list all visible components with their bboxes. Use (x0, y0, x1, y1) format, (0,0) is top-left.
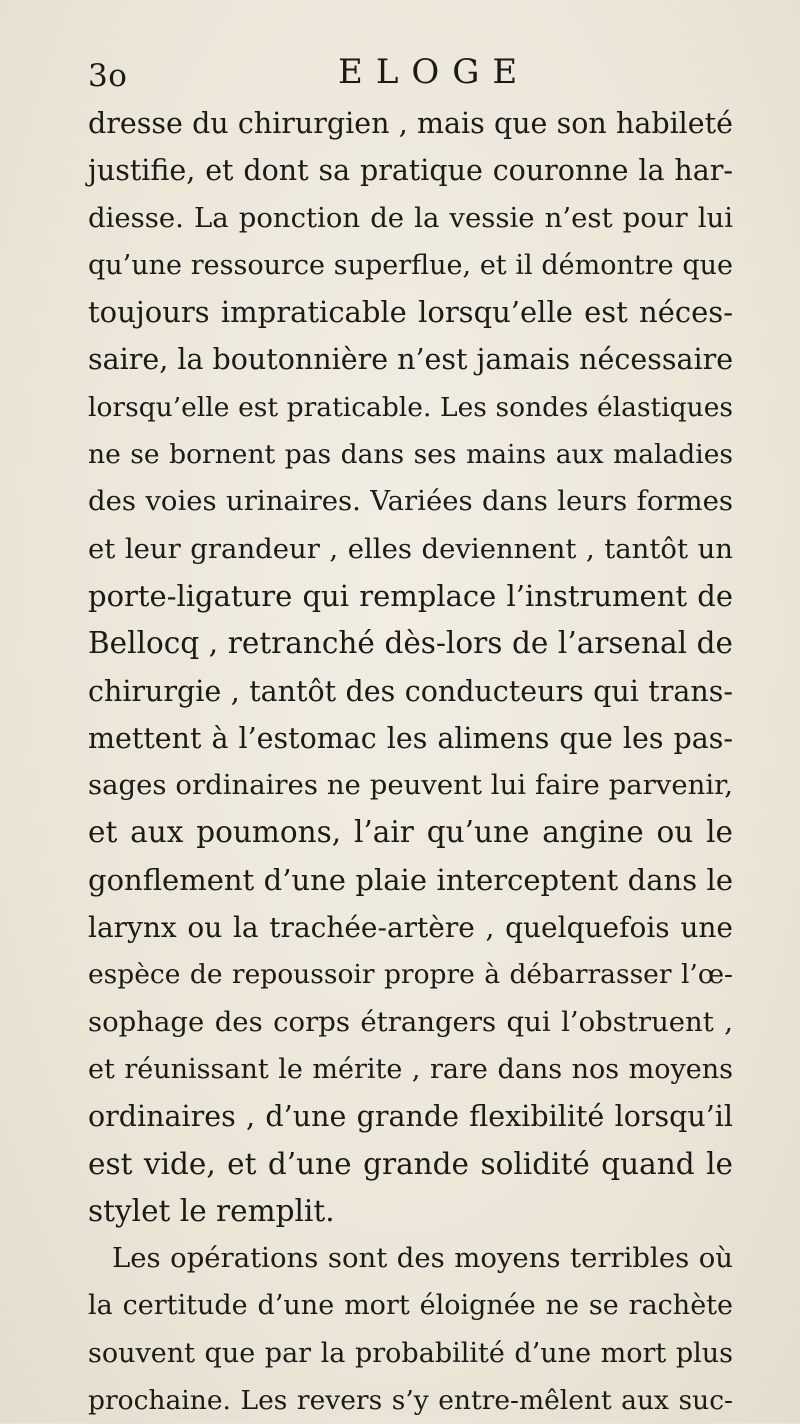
text-line: la certitude d’une mort éloignée ne se rachète (88, 1290, 733, 1322)
text-line: et réunissant le mérite , rare dans nos moyens (88, 1053, 733, 1085)
running-title: ELOGE (338, 52, 531, 92)
text-line: souvent que par la probabilité d’une mort plus (88, 1337, 733, 1369)
text-line: ordinaires , d’une grande flexibilité lorsqu’il (88, 1100, 733, 1134)
text-line: et aux poumons, l’air qu’une angine ou le (88, 815, 733, 850)
text-line: lorsqu’elle est praticable. Les sondes élastiques (88, 391, 733, 423)
text-line: diesse. La ponction de la vessie n’est pour lui (88, 201, 733, 234)
text-line: toujours impraticable lorsqu’elle est néces- (88, 295, 733, 330)
text-line: justifie, et dont sa pratique couronne la har- (88, 154, 733, 188)
text-line: gonflement d’une plaie interceptent dans le (88, 862, 733, 897)
text-line: porte-ligature qui remplace l’instrument de (88, 578, 733, 613)
text-line: et leur grandeur , elles deviennent , tantôt un (88, 532, 733, 565)
text-line: larynx ou la trachée-artère , quelquefois une (88, 911, 733, 945)
text-line: prochaine. Les revers s’y entre-mêlent aux suc- (88, 1385, 733, 1417)
page-header (88, 52, 728, 98)
text-line: est vide, et d’une grande solidité quand le (88, 1146, 733, 1181)
text-line: qu’une ressource superflue, et il démontre que (88, 249, 733, 281)
text-line: chirurgie , tantôt des conducteurs qui trans- (88, 674, 733, 708)
text-line: Bellocq , retranché dès-lors de l’arsenal de (88, 626, 733, 661)
text-line: mettent à l’estomac les alimens que les pas- (88, 721, 733, 755)
text-line: ne se bornent pas dans ses mains aux maladies (88, 439, 733, 471)
text-line: saire, la boutonnière n’est jamais nécessaire (88, 343, 734, 377)
text-line: stylet le remplit. (88, 1193, 335, 1228)
text-line: Les opérations sont des moyens terribles où (112, 1242, 733, 1275)
text-line: des voies urinaires. Variées dans leurs formes (88, 485, 733, 518)
text-line: dresse du chirurgien , mais que son habileté (88, 107, 733, 140)
text-line: sophage des corps étrangers qui l’obstruent , (88, 1005, 733, 1038)
text-line: sages ordinaires ne peuvent lui faire parvenir, (88, 769, 733, 802)
body-text (88, 100, 733, 1424)
page-number: 3o (88, 58, 128, 94)
text-line: espèce de repoussoir propre à débarrasser l’œ- (88, 959, 733, 991)
